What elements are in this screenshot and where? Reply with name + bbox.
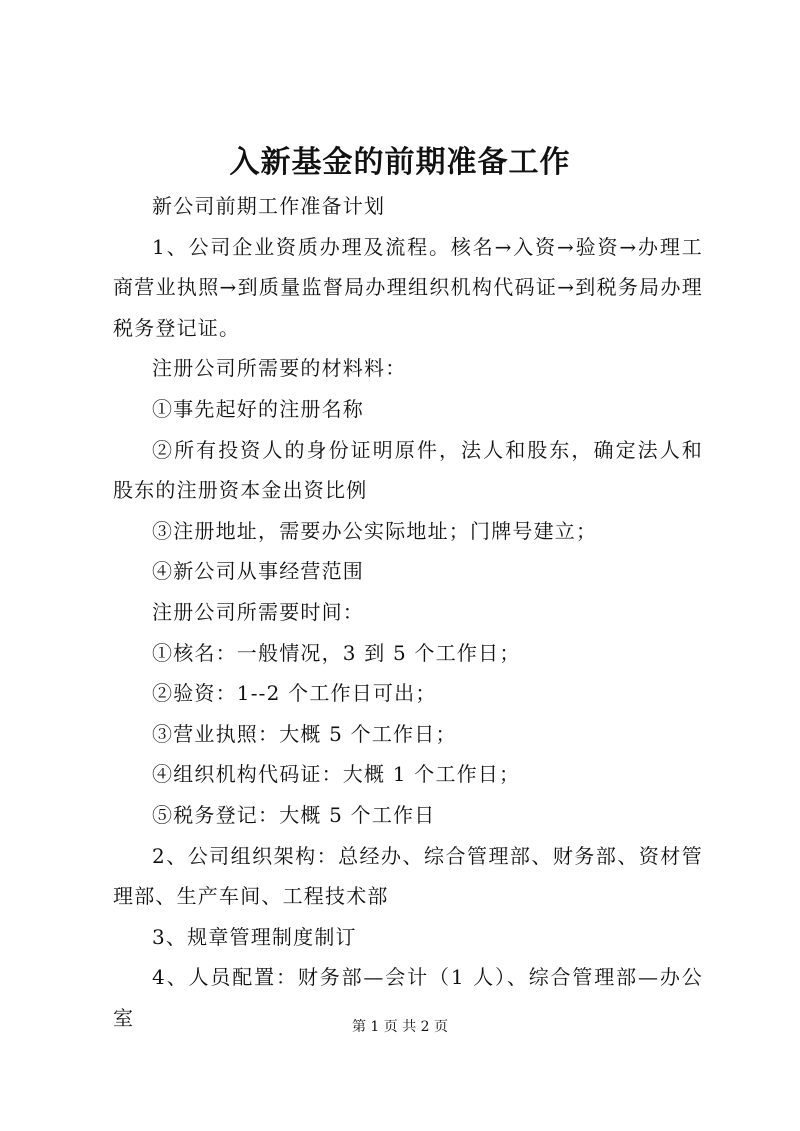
paragraph-time-4: ④组织机构代码证：大概 1 个工作日；: [152, 762, 521, 787]
paragraph-materials-heading: 注册公司所需要的材料料：: [152, 356, 407, 381]
paragraph-material-1: ①事先起好的注册名称: [152, 396, 364, 421]
paragraph-qualification-process: 1、公司企业资质办理及流程。核名→入资→验资→办理工商营业执照→到质量监督局办理组织机构代码证→到税务局办理税务登记证。: [113, 234, 703, 340]
paragraph-material-2: ②所有投资人的身份证明原件，法人和股东，确定法人和股东的注册资本金出资比例: [113, 437, 703, 503]
paragraph-plan-heading: 新公司前期工作准备计划: [152, 194, 386, 218]
paragraph-staffing: 4、人员配置：财务部—会计（1 人）、综合管理部—办公室: [113, 965, 703, 1030]
paragraph-time-3: ③营业执照：大概 5 个工作日；: [152, 721, 457, 746]
paragraph-regulations: 3、规章管理制度制订: [152, 924, 357, 949]
paragraph-material-3: ③注册地址，需要办公实际地址；门牌号建立；: [152, 518, 598, 543]
paragraph-time-heading: 注册公司所需要时间：: [152, 599, 364, 624]
paragraph-time-1: ①核名：一般情况，3 到 5 个工作日；: [152, 640, 521, 665]
page-footer: 第 1 页 共 2 页: [351, 1019, 449, 1035]
document-title: 入新基金的前期准备工作: [229, 145, 571, 180]
document-body: [113, 186, 703, 1038]
paragraph-time-5: ⑤税务登记：大概 5 个工作日: [152, 802, 436, 827]
paragraph-material-4: ④新公司从事经营范围: [152, 559, 364, 584]
paragraph-org-structure: 2、公司组织架构：总经办、综合管理部、财务部、资材管理部、生产车间、工程技术部: [113, 843, 703, 909]
paragraph-time-2: ②验资：1--2 个工作日可出；: [152, 681, 437, 706]
